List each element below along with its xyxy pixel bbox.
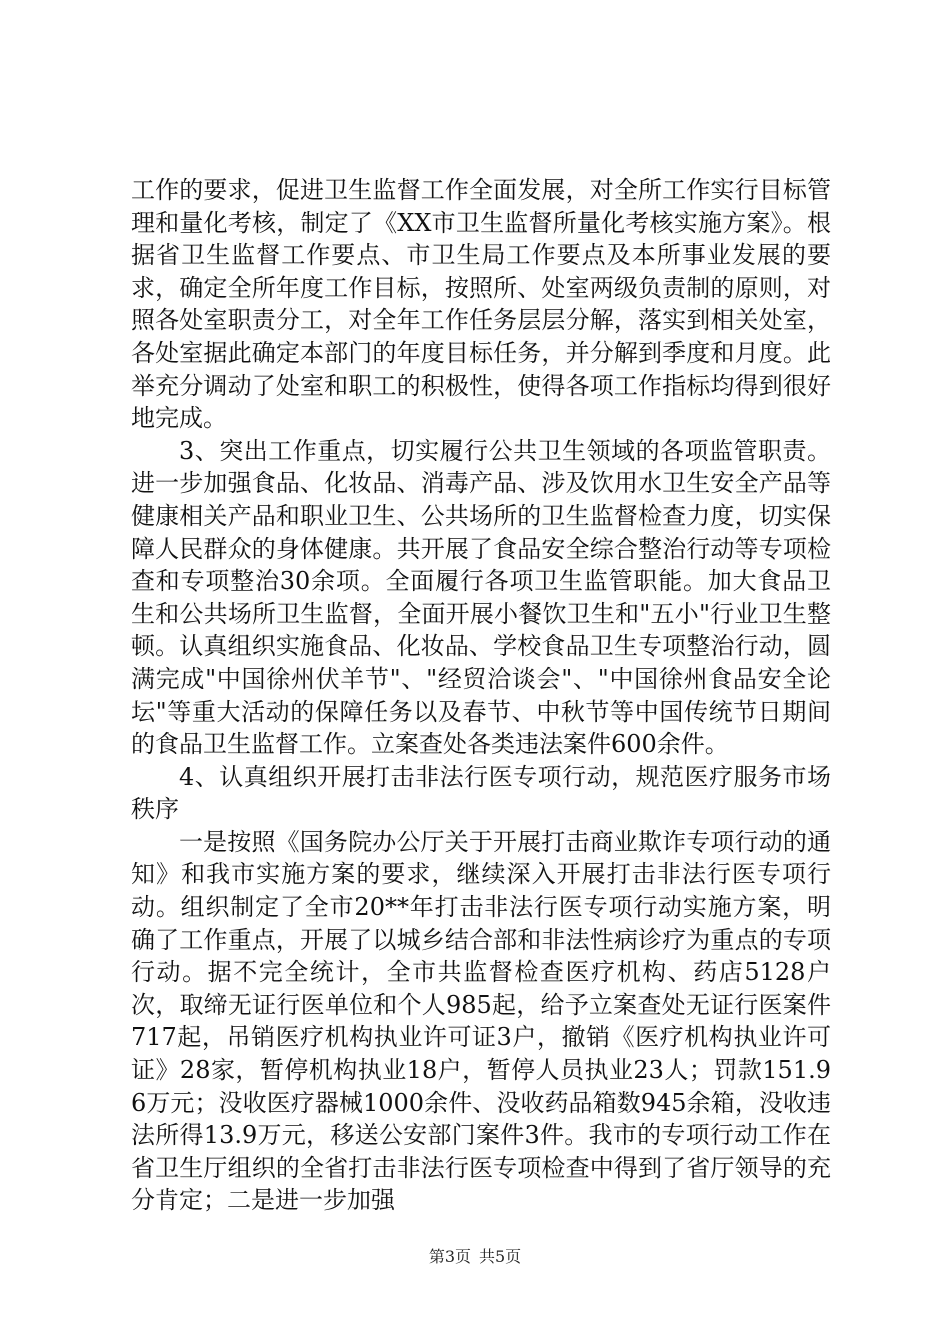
- page-number: 第3页: [428, 1247, 471, 1266]
- paragraph-4: 一是按照《国务院办公厅关于开展打击商业欺诈专项行动的通知》和我市实施方案的要求，继续深入开展打击非法行医专项行动。组织制定了全市20**年打击非法行医专项行动实施方案，明确了工作重点，开展了以城乡结合部和非法性病诊疗为重点的专项行动。据不完全统计，全市共监督检查医疗机构、药店5128户次，取缔无证行医单位和个人985起，给予立案查处无证行医案件717起，吊销医疗机构执业许可证3户，撤销《医疗机构执业许可证》28家，暂停机构执业18户，暂停人员执业23人；罚款151.96万元；没收医疗器械1000余件、没收药品箱数945余箱，没收违法所得13.9万元，移送公安部门案件3件。我市的专项行动工作在省卫生厅组织的全省打击非法行医专项检查中得到了省厅领导的充分肯定；二是进一步加强: [131, 827, 831, 1215]
- page-total: 共5页: [479, 1247, 522, 1266]
- page-footer: [0, 1247, 950, 1267]
- paragraph-2: 3、突出工作重点，切实履行公共卫生领域的各项监管职责。进一步加强食品、化妆品、消毒产品、涉及饮用水卫生安全产品等健康相关产品和职业卫生、公共场所的卫生监督检查力度，切实保障人民群众的身体健康。共开展了食品安全综合整治行动等专项检查和专项整治30余项。全面履行各项卫生监管职能。加大食品卫生和公共场所卫生监督，全面开展小餐饮卫生和"五小"行业卫生整顿。认真组织实施食品、化妆品、学校食品卫生专项整治行动，圆满完成"中国徐州伏羊节"、"经贸洽谈会"、"中国徐州食品安全论坛"等重大活动的保障任务以及春节、中秋节等中国传统节日期间的食品卫生监督工作。立案查处各类违法案件600余件。: [131, 436, 831, 759]
- paragraph-1: 工作的要求，促进卫生监督工作全面发展，对全所工作实行目标管理和量化考核，制定了《XX市卫生监督所量化考核实施方案》。根据省卫生监督工作要点、市卫生局工作要点及本所事业发展的要求，确定全所年度工作目标，按照所、处室两级负责制的原则，对照各处室职责分工，对全年工作任务层层分解，落实到相关处室，各处室据此确定本部门的年度目标任务，并分解到季度和月度。此举充分调动了处室和职工的积极性，使得各项工作指标均得到很好地完成。: [131, 176, 831, 433]
- paragraph-3: 4、认真组织开展打击非法行医专项行动，规范医疗服务市场秩序: [131, 762, 831, 824]
- document-body: [131, 174, 831, 1217]
